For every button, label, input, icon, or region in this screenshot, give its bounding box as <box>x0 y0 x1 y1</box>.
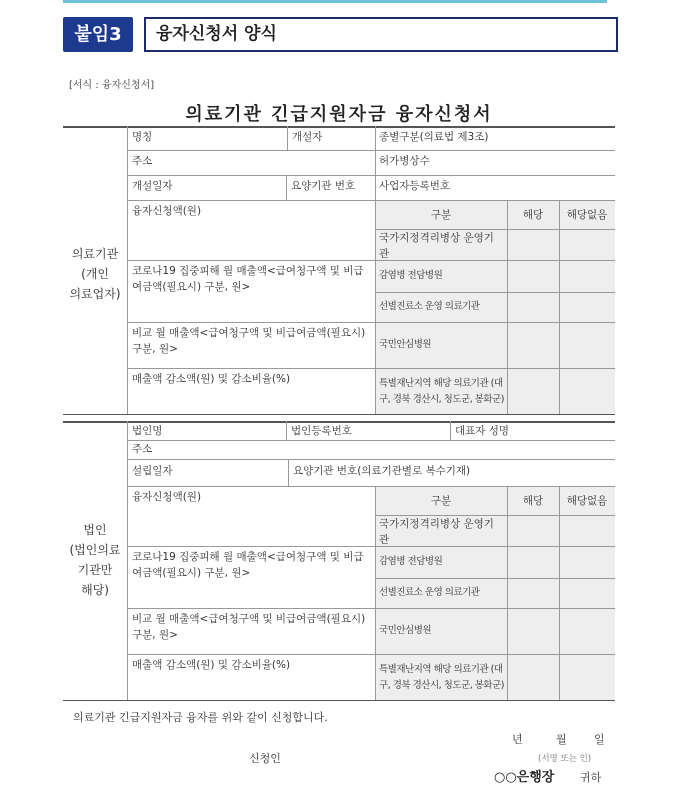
date-day: 일 <box>594 733 605 746</box>
table-row: 선별진료소 운영 의료기관 <box>379 301 480 312</box>
attachment-badge: 붙임3 <box>63 17 133 52</box>
section1-row-line <box>127 150 615 151</box>
section2-divider <box>507 486 508 700</box>
care-no-label: 요양기관 번호 <box>291 180 356 192</box>
founder-label: 개설자 <box>292 131 323 143</box>
section2-row-line <box>127 459 615 460</box>
section2-divider <box>375 486 376 700</box>
top-accent-line <box>63 0 607 3</box>
corp-no-label: 법인등록번호 <box>291 425 352 437</box>
date-year: 년 <box>512 733 523 746</box>
date-month: 월 <box>556 733 567 746</box>
header-title: 융자신청서 양식 <box>144 17 618 52</box>
section2-bottom-border <box>63 700 615 701</box>
section1-divider <box>375 126 376 414</box>
section1-divider <box>507 200 508 414</box>
table-row: 국민안심병원 <box>379 625 432 636</box>
type-label: 종별구분(의료법 제3조) <box>379 131 489 143</box>
name-label: 명칭 <box>132 131 153 143</box>
document-title: 의료기관 긴급지원자금 융자신청서 <box>185 104 493 125</box>
section1-row-line <box>375 292 615 293</box>
table-row: 특별재난지역 해당 의료기관 (대구, 경북 경산시, 청도군, 봉화군) <box>379 664 504 691</box>
applicant-label: 신청인 <box>249 752 281 765</box>
section2-divider <box>127 421 128 700</box>
beds-label: 허가병상수 <box>379 155 430 167</box>
decrease-label: 매출액 감소액(원) 및 감소비율(%) <box>132 373 291 385</box>
section2-divider <box>559 486 560 700</box>
section1-row-line <box>127 368 615 369</box>
section2-row-line <box>127 608 615 609</box>
address-label: 주소 <box>132 155 153 167</box>
table-col-no: 해당없음 <box>566 495 608 507</box>
compare-month-label: 비교 월 매출액<급여청구액 및 비급여금액(필요시) 구분, 원> <box>132 327 366 355</box>
address-label: 주소 <box>132 443 153 455</box>
section2-divider <box>450 421 451 440</box>
table-row: 감염병 전담병원 <box>379 556 443 567</box>
table-col-yes: 해당 <box>522 209 544 221</box>
biz-no-label: 사업자등록번호 <box>379 180 451 192</box>
section1-row-line <box>127 260 615 261</box>
est-date-label: 설립일자 <box>132 465 173 477</box>
bank-name: ○○은행장 <box>494 770 555 785</box>
compare-month-label: 비교 월 매출액<급여청구액 및 비급여금액(필요시) 구분, 원> <box>132 613 366 641</box>
table-row: 선별진료소 운영 의료기관 <box>379 587 480 598</box>
to-label: 귀하 <box>580 771 602 784</box>
table-col-yes: 해당 <box>522 495 544 507</box>
section1-top-border <box>63 126 615 128</box>
ceo-label: 대표자 성명 <box>455 425 510 437</box>
statement: 의료기관 긴급지원자금 융자를 위와 같이 신청합니다. <box>73 711 328 724</box>
loan-amount-label: 융자신청액(원) <box>132 491 202 503</box>
section1-divider <box>287 126 288 150</box>
section1-divider <box>559 200 560 414</box>
table-col-kind: 구분 <box>430 495 452 507</box>
corp-name-label: 법인명 <box>132 425 163 437</box>
table-row: 국가지정격리병상 운영기관 <box>379 232 494 260</box>
section1-divider <box>127 126 128 414</box>
section1-row-line <box>127 200 615 201</box>
section2-divider <box>288 459 289 486</box>
section2-row-line <box>127 654 615 655</box>
section2-row-line <box>127 546 615 547</box>
covid-month-label: 코로나19 집중피해 월 매출액<급여청구액 및 비급여금액(필요시) 구분, 원> <box>132 265 364 293</box>
covid-month-label: 코로나19 집중피해 월 매출액<급여청구액 및 비급여금액(필요시) 구분, 원> <box>132 551 364 579</box>
section1-category: 의료기관 (개인 의료업자) <box>69 247 121 301</box>
care-no-label: 요양기관 번호(의료기관별로 복수기재) <box>293 465 471 477</box>
table-row: 국민안심병원 <box>379 339 432 350</box>
table-row: 특별재난지역 해당 의료기관 (대구, 경북 경산시, 청도군, 봉화군) <box>379 378 504 405</box>
table-row: 감염병 전담병원 <box>379 270 443 281</box>
section1-divider <box>286 175 287 200</box>
table-col-no: 해당없음 <box>566 209 608 221</box>
section2-divider <box>286 421 287 440</box>
table-row: 국가지정격리병상 운영기관 <box>379 518 494 546</box>
decrease-label: 매출액 감소액(원) 및 감소비율(%) <box>132 659 291 671</box>
section2-category: 법인 (법인의료 기관만 해당) <box>69 523 121 597</box>
section1-row-line <box>127 175 615 176</box>
table-col-kind: 구분 <box>430 209 452 221</box>
open-date-label: 개설일자 <box>132 180 173 192</box>
section2-row-line <box>127 440 615 441</box>
section2-row-line <box>127 486 615 487</box>
section1-row-line <box>127 322 615 323</box>
section1-bottom-border <box>63 414 615 415</box>
section2-row-line <box>375 578 615 579</box>
sign-note: (서명 또는 인) <box>538 754 592 764</box>
form-note: [서식 : 융자신청서] <box>69 80 155 91</box>
loan-amount-label: 융자신청액(원) <box>132 205 202 217</box>
